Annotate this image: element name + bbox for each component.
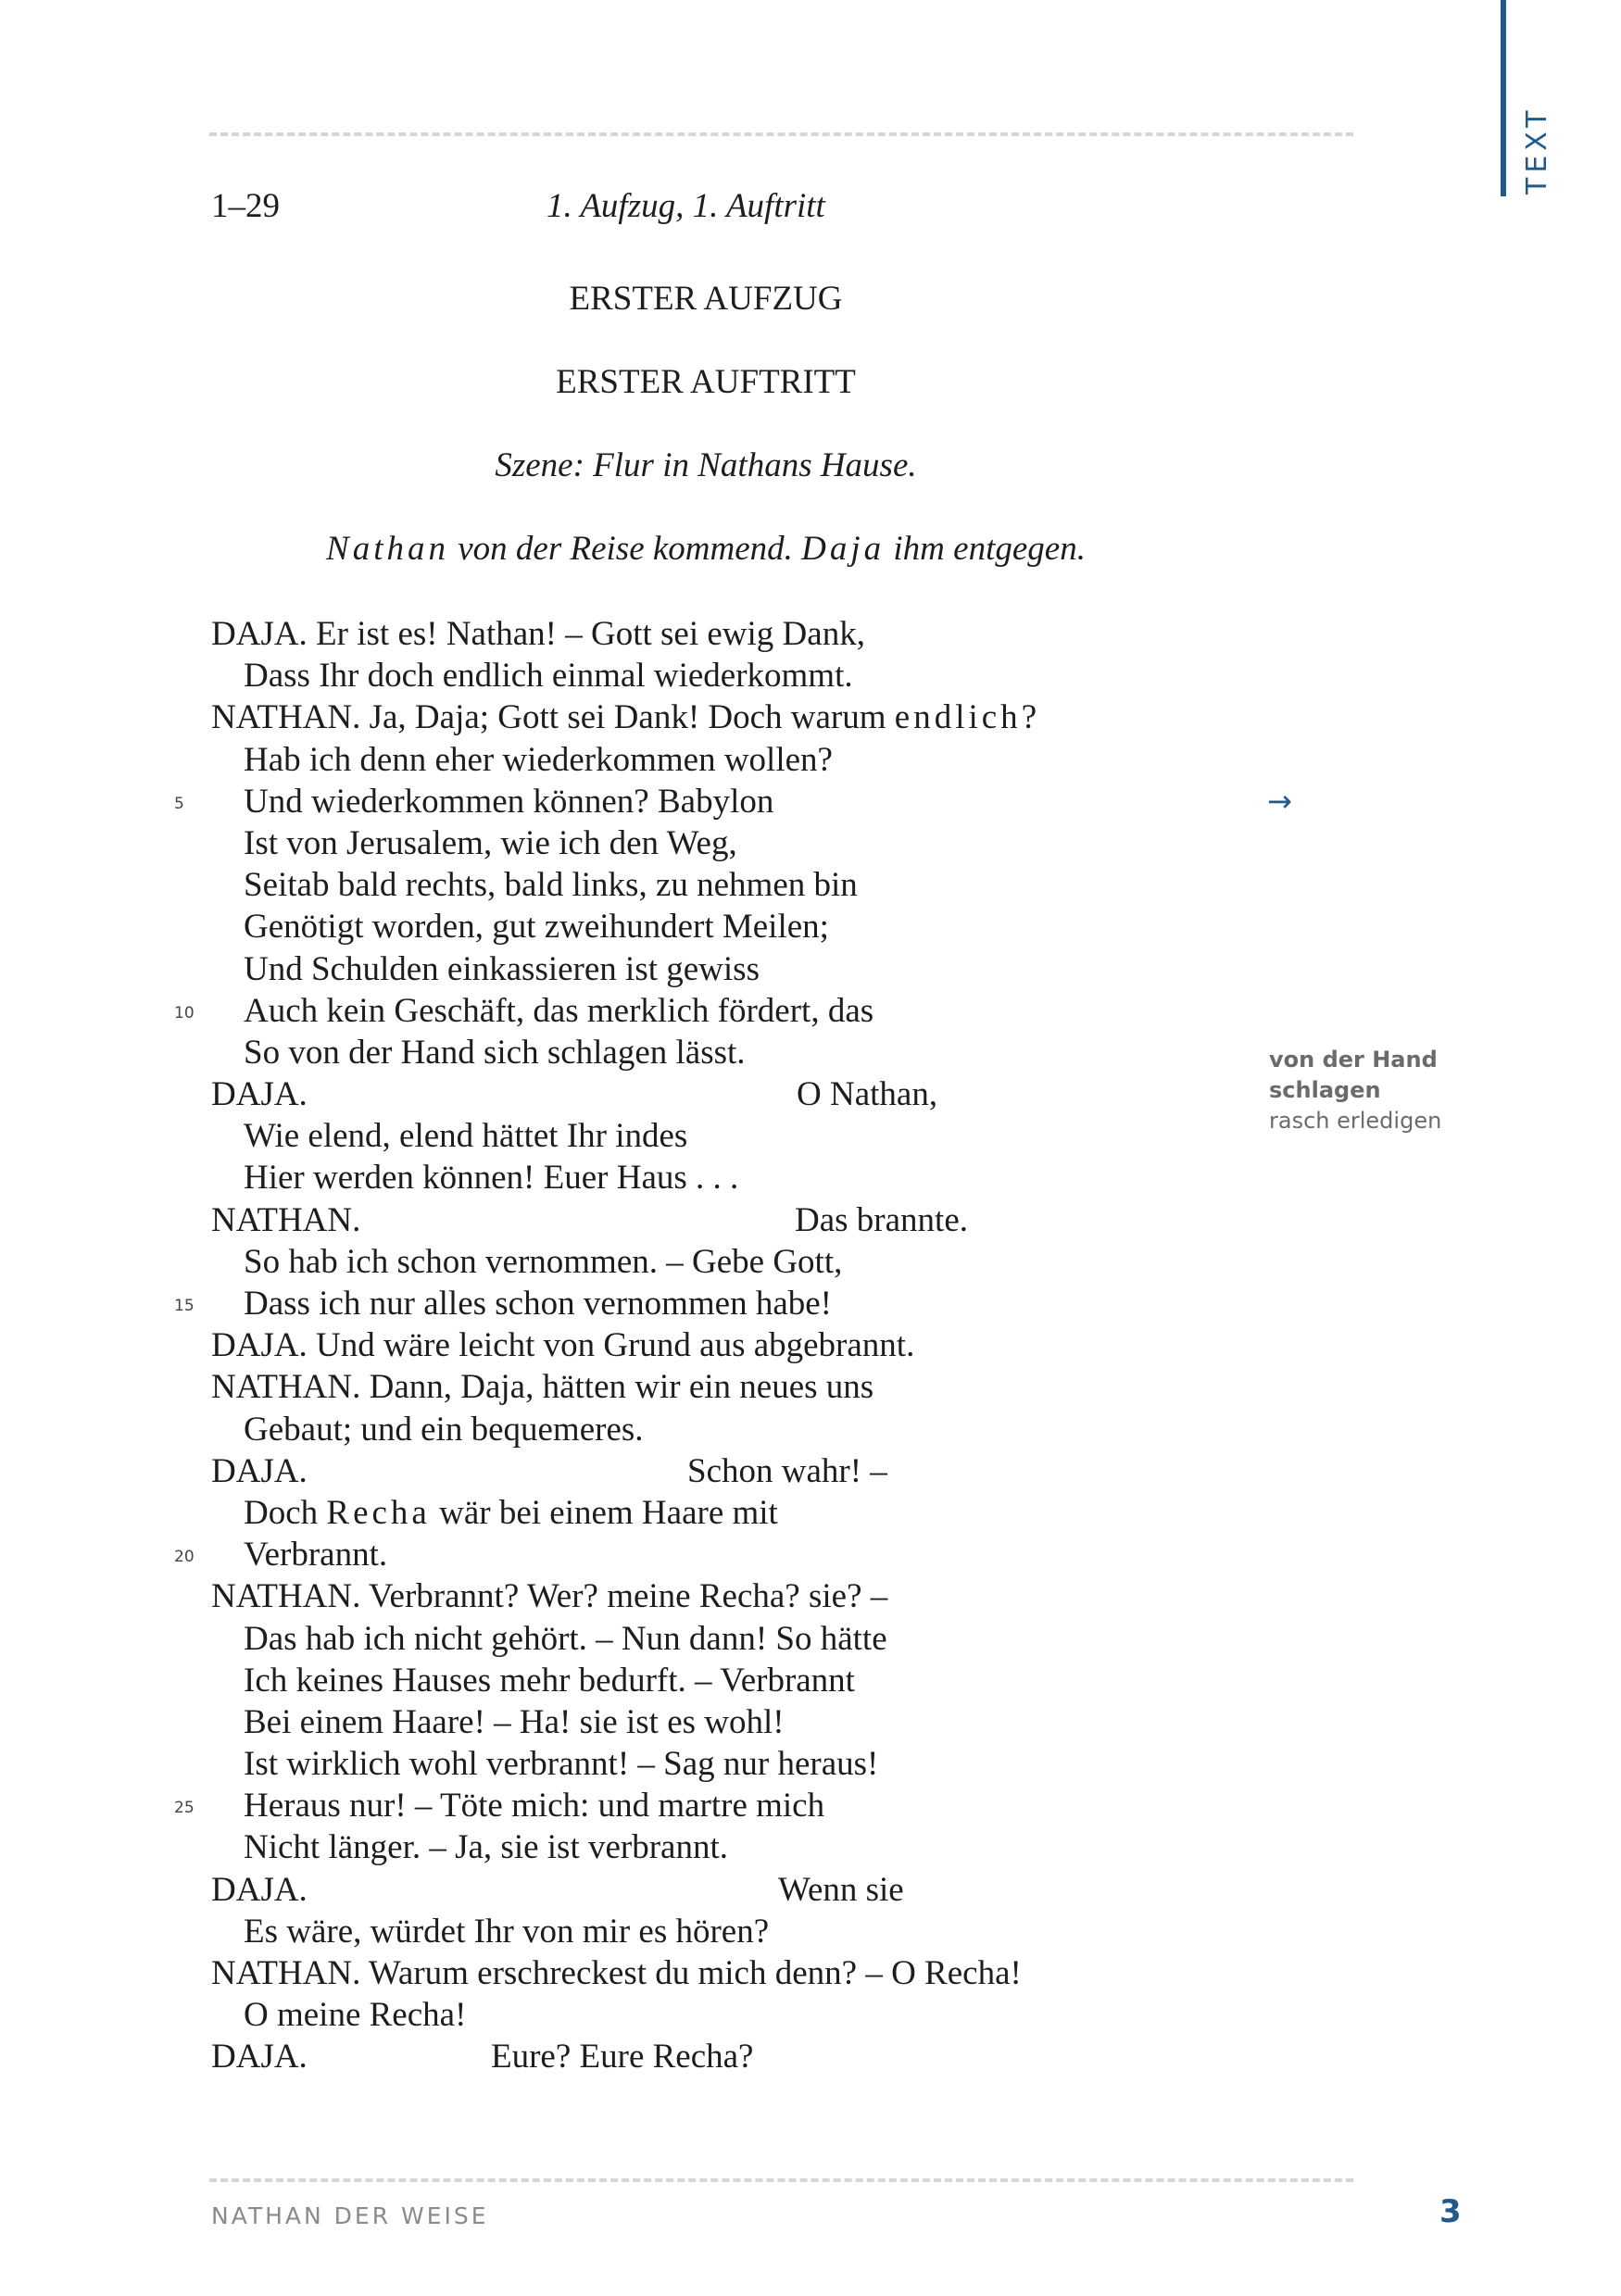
line-text-main: Und wiederkommen können? Babylon <box>244 782 774 821</box>
line-text-main: NATHAN. Warum erschreckest du mich denn? – O Recha! <box>211 1954 1022 1992</box>
verse-line <box>0 2036 1297 2077</box>
line-number: 5 <box>174 794 184 813</box>
line-text-main: Hab ich denn eher wiederkommen wollen? <box>244 740 833 779</box>
line-text-after: wär bei einem Haare mit <box>430 1493 778 1532</box>
verse-line <box>0 1785 1297 1826</box>
line-text-main: Heraus nur! – Töte mich: und martre mich <box>244 1787 825 1826</box>
footer-title: NATHAN DER WEISE <box>211 2202 489 2229</box>
line-text <box>244 1826 728 1868</box>
verse-line <box>0 1450 1297 1492</box>
line-text <box>211 1324 914 1366</box>
emphasized-word: Recha <box>326 1493 431 1532</box>
line-number: 20 <box>174 1548 195 1567</box>
line-text <box>244 948 760 990</box>
bottom-divider <box>209 2178 1353 2182</box>
verse-line <box>0 1660 1297 1701</box>
line-text <box>244 1743 878 1785</box>
line-text <box>244 864 858 906</box>
shared-line-continuation: Wenn sie <box>778 1870 904 1909</box>
gloss-definition: rasch erledigen <box>1269 1108 1442 1134</box>
arrow-right-icon[interactable]: → <box>1267 784 1292 819</box>
line-text-main: Wie elend, elend hättet Ihr indes <box>244 1117 688 1156</box>
verse-line <box>0 781 1297 822</box>
verse-line <box>0 906 1297 947</box>
line-text <box>211 1450 308 1492</box>
line-text <box>244 1618 887 1660</box>
line-text-main: NATHAN. Verbrannt? Wer? meine Recha? sie? – <box>211 1577 888 1616</box>
line-text-main: Ich keines Hauses mehr bedurft. – Verbrannt <box>244 1661 855 1700</box>
verse-line <box>0 696 1297 738</box>
line-text <box>244 1409 644 1450</box>
verse-line <box>0 1366 1297 1408</box>
line-text <box>211 613 865 655</box>
running-head-range: 1–29 <box>211 187 280 225</box>
stage-direction-part1: von der Reise kommend. <box>449 530 802 568</box>
line-text-main: NATHAN. Dann, Daja, hätten wir ein neues uns <box>211 1368 874 1407</box>
line-text <box>211 1575 887 1617</box>
stage-direction-daja: Daja <box>801 530 886 568</box>
line-number: 25 <box>174 1799 195 1818</box>
line-text <box>244 781 773 822</box>
gloss-term-line-2: schlagen <box>1269 1077 1381 1103</box>
line-text <box>244 990 873 1032</box>
line-text <box>244 1785 824 1826</box>
verse-line <box>0 948 1297 990</box>
verse-lines <box>0 613 1297 2078</box>
side-tab-label: TEXT <box>1521 106 1553 194</box>
line-number: 15 <box>174 1297 195 1315</box>
verse-line <box>0 1911 1297 1952</box>
line-text <box>244 1492 778 1534</box>
line-text <box>244 1911 769 1952</box>
gloss-term-line-1: von der Hand <box>1269 1047 1438 1073</box>
verse-line <box>0 1994 1297 2036</box>
line-text <box>211 1952 1022 1994</box>
line-text-main: Verbrannt. <box>244 1536 388 1575</box>
line-text-main: NATHAN. Ja, Daja; Gott sei Dank! Doch warum <box>211 698 895 737</box>
verse-line <box>0 1743 1297 1785</box>
verse-line <box>0 1869 1297 1911</box>
verse-line <box>0 655 1297 696</box>
verse-line <box>0 1324 1297 1366</box>
line-text-main: O meine Recha! <box>244 1996 467 2035</box>
verse-line <box>0 1701 1297 1743</box>
verse-line <box>0 1952 1297 1994</box>
verse-line <box>0 1575 1297 1617</box>
line-number: 10 <box>174 1003 195 1023</box>
line-text <box>244 1032 746 1073</box>
page-number: 3 <box>1439 2193 1462 2230</box>
line-text-main: Auch kein Geschäft, das merklich fördert, das <box>244 991 874 1030</box>
shared-line-continuation: Das brannte. <box>795 1200 968 1239</box>
running-head-title: 1. Aufzug, 1. Auftritt <box>547 187 825 225</box>
shared-line-continuation: O Nathan, <box>797 1075 938 1114</box>
line-text-main: DAJA. <box>211 1451 308 1490</box>
shared-line-continuation: Schon wahr! – <box>687 1451 887 1490</box>
line-text-main: Hier werden können! Euer Haus . . . <box>244 1159 739 1198</box>
line-text-main: Dass ich nur alles schon vernommen habe! <box>244 1285 832 1323</box>
stage-direction-nathan: Nathan <box>326 530 449 568</box>
verse-line <box>0 1492 1297 1534</box>
line-text-main: DAJA. <box>211 1870 308 1909</box>
line-text-main: Ist von Jerusalem, wie ich den Weg, <box>244 823 737 862</box>
line-text-main: Es wäre, würdet Ihr von mir es hören? <box>244 1912 770 1951</box>
line-text-main: DAJA. <box>211 1075 308 1114</box>
top-divider <box>209 132 1353 136</box>
scene-description: Szene: Flur in Nathans Hause. <box>495 446 917 484</box>
verse-line <box>0 1826 1297 1868</box>
line-text-main: So hab ich schon vernommen. – Gebe Gott, <box>244 1242 843 1281</box>
verse-line <box>0 1073 1297 1115</box>
line-text <box>211 1199 360 1241</box>
verse-line <box>0 613 1297 655</box>
line-text-main: DAJA. Er ist es! Nathan! – Gott sei ewig Dank, <box>211 615 865 653</box>
line-text-main: Ist wirklich wohl verbrannt! – Sag nur heraus! <box>244 1745 879 1784</box>
verse-line <box>0 1618 1297 1660</box>
line-text <box>244 1157 738 1198</box>
line-text-main: Und Schulden einkassieren ist gewiss <box>244 949 760 988</box>
verse-line <box>0 1283 1297 1324</box>
line-text-main: Nicht länger. – Ja, sie ist verbrannt. <box>244 1828 729 1867</box>
verse-line <box>0 990 1297 1032</box>
line-text <box>211 2036 308 2077</box>
line-text <box>244 1660 855 1701</box>
verse-line <box>0 822 1297 864</box>
line-text <box>244 739 833 781</box>
verse-line <box>0 1241 1297 1283</box>
side-tab-bar <box>1501 0 1506 196</box>
line-text-main: Seitab bald rechts, bald links, zu nehmen bin <box>244 866 858 905</box>
line-text <box>244 1283 832 1324</box>
shared-line-continuation: Eure? Eure Recha? <box>491 2038 754 2076</box>
line-text <box>244 1701 785 1743</box>
line-text <box>211 696 1037 738</box>
line-text-main: DAJA. Und wäre leicht von Grund aus abgebrannt. <box>211 1326 915 1365</box>
line-text-main: Bei einem Haare! – Ha! sie ist es wohl! <box>244 1702 785 1741</box>
line-text-main: Gebaut; und ein bequemeres. <box>244 1410 644 1449</box>
verse-line <box>0 864 1297 906</box>
stage-direction <box>0 528 1412 570</box>
line-text <box>244 1994 466 2036</box>
line-text <box>211 1073 308 1115</box>
line-text-main: NATHAN. <box>211 1200 361 1239</box>
line-text-after: ? <box>1021 698 1037 737</box>
line-text <box>211 1366 873 1408</box>
line-text <box>244 1115 687 1157</box>
verse-line <box>0 1115 1297 1157</box>
verse-line <box>0 1409 1297 1450</box>
line-text <box>244 1241 842 1283</box>
verse-line <box>0 1032 1297 1073</box>
emphasized-word: endlich <box>894 698 1022 737</box>
line-text-main: Genötigt worden, gut zweihundert Meilen; <box>244 908 829 947</box>
line-text <box>244 655 853 696</box>
line-text-main: Doch <box>244 1493 327 1532</box>
verse-line <box>0 1157 1297 1198</box>
line-text <box>244 822 737 864</box>
verse-line <box>0 1199 1297 1241</box>
line-text-main: DAJA. <box>211 2038 308 2076</box>
line-text-main: Dass Ihr doch endlich einmal wiederkommt. <box>244 657 853 696</box>
verse-line <box>0 1534 1297 1575</box>
line-text <box>244 906 829 947</box>
act-title: ERSTER AUFZUG <box>569 280 843 318</box>
line-text <box>244 1534 387 1575</box>
scene-title: ERSTER AUFTRITT <box>556 363 856 401</box>
line-text-main: Das hab ich nicht gehört. – Nun dann! So hätte <box>244 1619 887 1658</box>
margin-gloss <box>1269 1045 1441 1136</box>
verse-line <box>0 739 1297 781</box>
line-text <box>211 1869 308 1911</box>
stage-direction-part2: ihm entgegen. <box>885 530 1086 568</box>
line-text-main: So von der Hand sich schlagen lässt. <box>244 1033 746 1072</box>
